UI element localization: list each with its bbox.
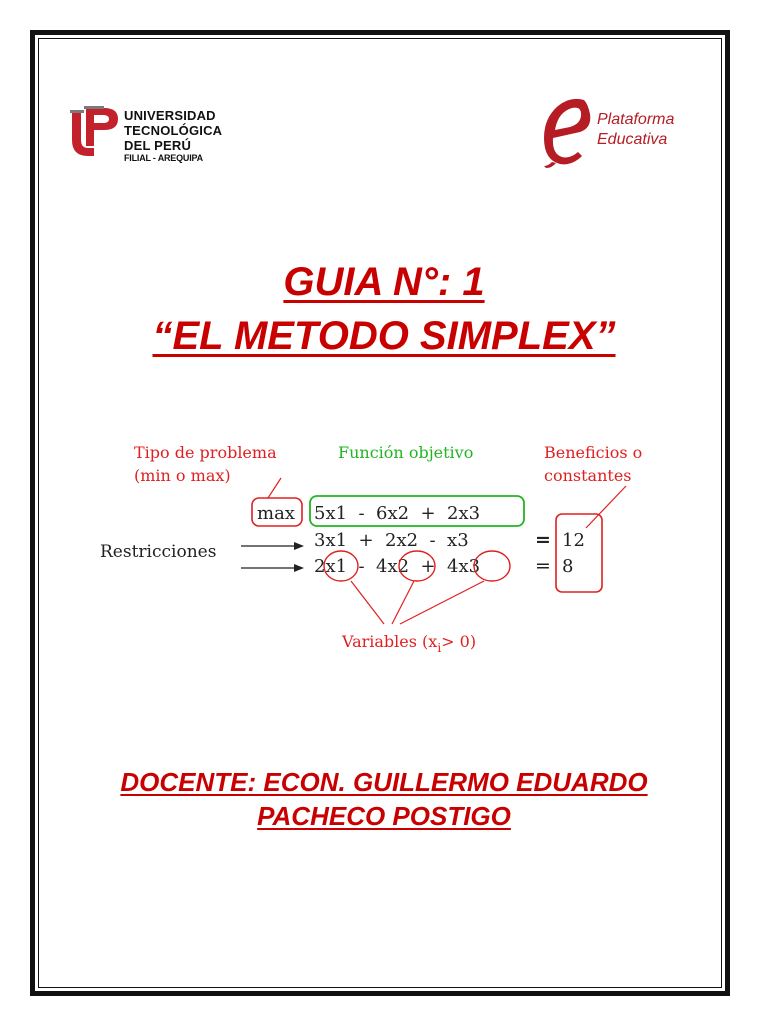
guide-number-title: GUIA N°: 1 [283, 260, 485, 304]
max-keyword: max [257, 503, 295, 524]
benefits-connector [586, 486, 626, 528]
problem-type-label: (min o max) [134, 466, 231, 485]
teacher-line-1: DOCENTE: ECON. GUILLERMO EDUARDO [120, 767, 648, 797]
university-name-line: DEL PERÚ [124, 138, 192, 153]
university-branch: FILIAL - AREQUIPA [124, 153, 203, 163]
platform-name-line: Educativa [597, 131, 668, 148]
problem-type-label: Tipo de problema [134, 443, 277, 462]
e-logo-icon [540, 96, 596, 168]
constants-box [556, 514, 602, 592]
guide-topic-title: “EL METODO SIMPLEX” [152, 314, 616, 358]
variables-label: Variables $(x_i> 0)$ [342, 632, 477, 655]
objective-function-label: Función objetivo [338, 443, 474, 462]
variables-connector [392, 581, 414, 624]
university-name-line: UNIVERSIDAD [124, 108, 216, 123]
equals-sign: = [535, 555, 551, 577]
equals-sign: = [535, 529, 551, 551]
restrictions-label: Restricciones [100, 542, 217, 562]
utp-logo-icon [70, 106, 122, 160]
restriction-2-lhs: 2x1 - 4x2 + 4x3 [314, 556, 481, 577]
variables-connector [351, 581, 384, 624]
restriction-arrowhead [294, 542, 304, 550]
variables-connector [400, 581, 484, 624]
problem-type-connector [268, 478, 281, 498]
restriction-arrowhead [294, 564, 304, 572]
rhs-value: 12 [562, 530, 585, 551]
platform-name-line: Plataforma [597, 111, 675, 128]
platform-logo [540, 96, 710, 170]
benefits-label: constantes [544, 466, 632, 485]
objective-expression: 5x1 - 6x2 + 2x3 [314, 503, 481, 524]
benefits-label: Beneficios o [544, 443, 643, 462]
university-name-line: TECNOLÓGICA [124, 123, 223, 138]
teacher-line-2: PACHECO POSTIGO [257, 801, 511, 831]
restriction-1-lhs: 3x1 + 2x2 - x3 [314, 530, 469, 551]
university-logo [70, 104, 240, 166]
rhs-value: 8 [562, 556, 574, 577]
simplex-diagram [96, 436, 686, 666]
